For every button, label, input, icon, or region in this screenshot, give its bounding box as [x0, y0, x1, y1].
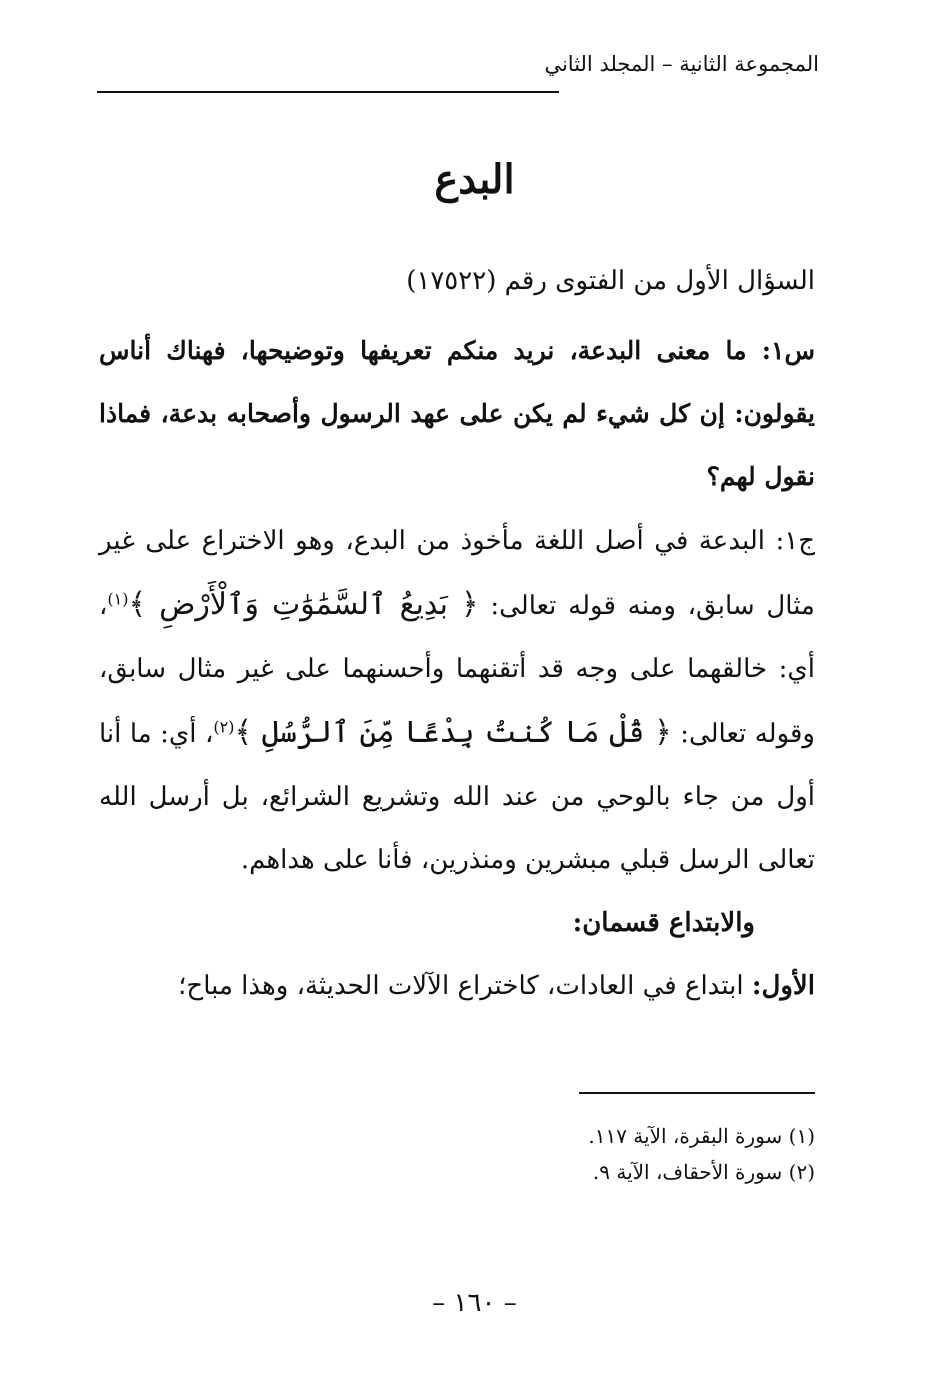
first-category-paragraph: [99, 955, 815, 1018]
footnote-marker-1: (١): [107, 589, 129, 609]
first-category-label: الأول:: [751, 971, 815, 1001]
page-number: – ١٦٠ –: [432, 1288, 517, 1318]
question-text: ما معنى البدعة، نريد منكم تعريفها وتوضيحها، فهناك أناس يقولون: إن كل شيء لم يكن على عهد الرسول وأصحابه بدعة، فماذا نقول لهم؟: [99, 336, 815, 491]
question-paragraph: [99, 319, 815, 508]
quran-verse-1: ﴿ بَدِيعُ ٱلسَّمَٰوَٰتِ وَٱلْأَرْضِ ﴾: [128, 587, 479, 622]
footnote-marker-2: (٢): [213, 717, 235, 737]
footnote-rule: [579, 1092, 815, 1094]
running-header: المجموعة الثانية – المجلد الثاني: [544, 52, 819, 76]
answer-text-1: البدعة في أصل اللغة مأخوذ من البدع، وهو الاختراع على غير مثال سابق، ومنه قوله تعالى:: [99, 526, 815, 621]
chapter-title: البدع: [434, 156, 515, 203]
footnote-2: (٢) سورة الأحقاف، الآية ٩.: [592, 1160, 815, 1184]
answer-text-3: ، أي: ما أنا أول من جاء بالوحي من عند الله وتشريع الشرائع، بل أرسل الله تعالى الرسل قبلي مبشرين ومنذرين، فأنا على هداهم.: [99, 719, 815, 875]
footnotes: [99, 1118, 815, 1190]
question-prefix: س١:: [761, 336, 815, 365]
answer-prefix: ج١:: [775, 526, 816, 556]
footnote-1: (١) سورة البقرة، الآية ١١٧.: [588, 1124, 815, 1148]
first-category-text: ابتداع في العادات، كاختراع الآلات الحديثة، وهذا مباح؛: [178, 971, 752, 1001]
section-heading: والابتداع قسمان:: [572, 908, 755, 938]
answer-text-2: ، أي: خالقهما على وجه قد أتقنهما وأحسنهما على غير مثال سابق، وقوله تعالى:: [99, 591, 815, 749]
quran-verse-2: ﴿ قُلْ مَا كُنتُ بِدْعًا مِّنَ ٱلرُّسُلِ ﴾: [234, 715, 672, 750]
answer-paragraph: [99, 510, 815, 892]
header-rule: [97, 91, 559, 93]
fatwa-subtitle: السؤال الأول من الفتوى رقم (١٧٥٢٢): [406, 266, 815, 296]
body-text: [99, 250, 815, 1018]
